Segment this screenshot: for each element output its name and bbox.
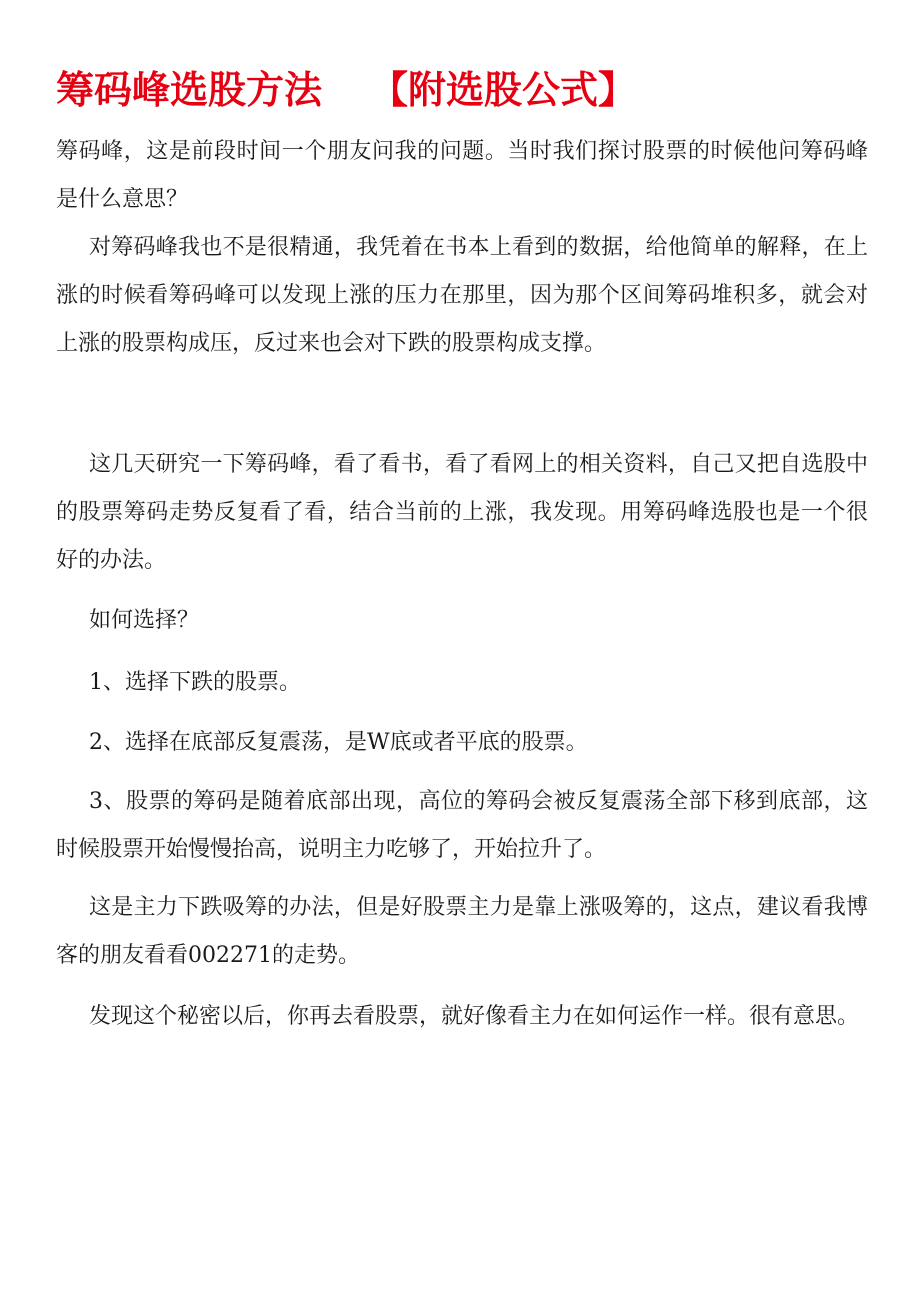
paragraph-explanation: 对筹码峰我也不是很精通，我凭着在书本上看到的数据，给他简单的解释，在上涨的时候看筹码峰可以发现上涨的压力在那里，因为那个区间筹码堆积多，就会对上涨的股票构成压，反过来也会对下跌的股票构成支撑。 [56,235,868,356]
paragraph-research: 这几天研究一下筹码峰，看了看书，看了看网上的相关资料，自己又把自选股中的股票筹码走势反复看了看，结合当前的上涨，我发现。用筹码峰选股也是一个很好的办法。 [56,452,868,573]
title-main: 筹码峰选股方法 [56,68,323,112]
title-suffix: 【附选股公式】 [370,68,637,112]
list-item-1: 1、选择下跌的股票。 [89,670,301,695]
list-item-3: 3、股票的筹码是随着底部出现，高位的筹码会被反复震荡全部下移到底部，这时候股票开始慢慢抬高，说明主力吃够了，开始拉升了。 [56,789,868,862]
paragraph-accumulation: 这是主力下跌吸筹的办法，但是好股票主力是靠上涨吸筹的，这点，建议看我博客的朋友看看002271的走势。 [56,895,868,968]
page-title [56,66,636,114]
paragraph-conclusion: 发现这个秘密以后，你再去看股票，就好像看主力在如何运作一样。很有意思。 [89,1004,860,1029]
paragraph-intro: 筹码峰，这是前段时间一个朋友问我的问题。当时我们探讨股票的时候他问筹码峰是什么意思？ [56,139,868,212]
paragraph-how-to-choose: 如何选择？ [89,608,200,633]
list-item-2: 2、选择在底部反复震荡，是W底或者平底的股票。 [89,730,588,755]
